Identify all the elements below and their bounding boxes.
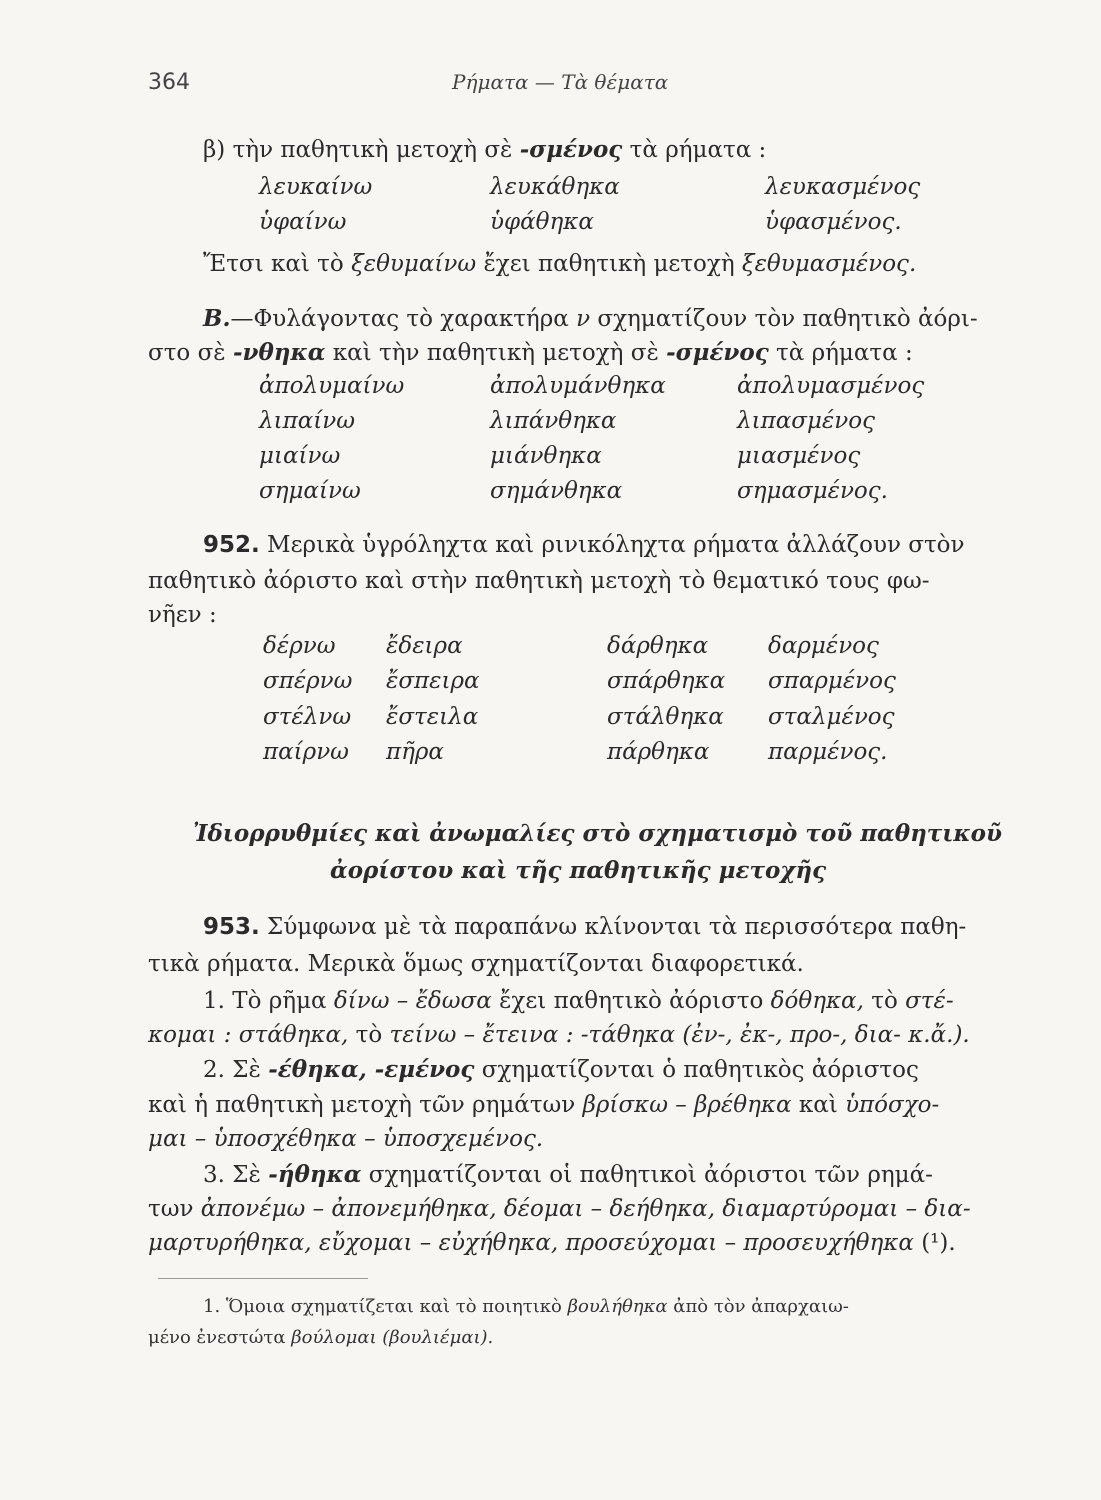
table-cell: λιπάνθηκα [490, 408, 617, 434]
table-cell: σταλμένος [768, 704, 895, 730]
table-cell: λευκάθηκα [490, 174, 620, 200]
item-2-line-2: καὶ ἡ παθητικὴ μετοχὴ τῶν ρημάτων βρίσκω – βρέθηκα καὶ ὑπόσχο- [148, 1092, 940, 1118]
table-cell: λιπαίνω [259, 408, 355, 434]
item-3-line-3: μαρτυρήθηκα, εὔχομαι – εὐχήθηκα, προσεύχομαι – προσευχήθηκα (¹). [148, 1230, 956, 1256]
table-cell: παίρνω [263, 739, 349, 765]
section-952-line-2: παθητικὸ ἀόριστο καὶ στὴν παθητικὴ μετοχὴ τὸ θεματικό τους φω- [148, 568, 930, 594]
table-cell: σπαρμένος [768, 668, 896, 694]
section-952-line-1: 952. Μερικὰ ὑγρόληχτα καὶ ρινικόληχτα ρήματα ἀλλάζουν στὸν [203, 532, 965, 558]
footnote-line-1: 1. Ὅμοια σχηματίζεται καὶ τὸ ποιητικὸ βουλήθηκα ἀπὸ τὸν ἀπαρχαιω- [203, 1296, 849, 1317]
item-3-line-1: 3. Σὲ -ήθηκα σχηματίζονται οἱ παθητικοὶ ἀόριστοι τῶν ρημά- [203, 1161, 933, 1188]
table-cell: παρμένος. [768, 739, 888, 765]
table-cell: σημαίνω [259, 478, 361, 504]
table-cell: ἀπολυμαίνω [259, 373, 405, 399]
table-cell: δαρμένος [768, 633, 879, 659]
item-2-line-1: 2. Σὲ -έθηκα, -εμένος σχηματίζονται ὁ παθητικὸς ἀόριστος [203, 1056, 919, 1083]
section-heading-line-2: ἀορίστου καὶ τῆς παθητικῆς μετοχῆς [330, 857, 827, 884]
item-1-line-1: 1. Τὸ ρῆμα δίνω – ἔδωσα ἔχει παθητικὸ ἀόριστο δόθηκα, τὸ στέ- [203, 988, 954, 1014]
footnote-divider [158, 1278, 368, 1279]
table-cell: σημάνθηκα [490, 478, 623, 504]
item-1-line-2: κομαι : στάθηκα, τὸ τείνω – ἔτεινα : -τάθηκα (ἐν-, ἐκ-, προ-, δια- κ.ἄ.). [148, 1022, 970, 1048]
table-cell: σπέρνω [263, 668, 353, 694]
table-cell: λιπασμένος [737, 408, 875, 434]
item-2-line-3: μαι – ὑποσχέθηκα – ὑποσχεμένος. [148, 1126, 544, 1152]
table-cell: λευκαίνω [259, 174, 373, 200]
table-cell: ὑφασμένος. [765, 209, 902, 235]
B-line-2: στο σὲ -νθηκα καὶ τὴν παθητικὴ μετοχὴ σὲ -σμένος τὰ ρήματα : [148, 339, 913, 366]
beta-note: Ἔτσι καὶ τὸ ξεθυμαίνω ἔχει παθητικὴ μετοχὴ ξεθυμασμένος. [203, 251, 917, 277]
table-cell: ἔσπειρα [386, 668, 480, 694]
section-heading-line-1: Ἰδιορρυθμίες καὶ ἀνωμαλίες στὸ σχηματισμὸ τοῦ παθητικοῦ [193, 820, 1002, 847]
table-cell: λευκασμένος [765, 174, 921, 200]
table-cell: ἀπολυμάνθηκα [490, 373, 666, 399]
table-cell: δέρνω [263, 633, 336, 659]
page-number: 364 [148, 70, 190, 95]
table-cell: μιαίνω [259, 443, 341, 469]
section-952-line-3: νῆεν : [148, 602, 217, 628]
footnote-line-2: μένο ἐνεστώτα βούλομαι (βουλιέμαι). [148, 1327, 494, 1348]
table-cell: δάρθηκα [607, 633, 709, 659]
section-953-line-2: τικὰ ρήματα. Μερικὰ ὅμως σχηματίζονται διαφορετικά. [148, 951, 804, 977]
table-cell: πάρθηκα [607, 739, 710, 765]
table-cell: σημασμένος. [737, 478, 888, 504]
section-953-line-1: 953. Σύμφωνα μὲ τὰ παραπάνω κλίνονται τὰ περισσότερα παθη- [203, 914, 967, 940]
table-cell: στάλθηκα [607, 704, 724, 730]
B-line-1: Β.—Φυλάγοντας τὸ χαρακτήρα ν σχηματίζουν τὸν παθητικὸ ἀόρι- [203, 305, 978, 332]
table-cell: σπάρθηκα [607, 668, 726, 694]
table-cell: ἀπολυμασμένος [737, 373, 925, 399]
table-cell: στέλνω [263, 704, 352, 730]
table-cell: ἔστειλα [386, 704, 479, 730]
table-cell: μιάνθηκα [490, 443, 602, 469]
beta-intro: β) τὴν παθητικὴ μετοχὴ σὲ -σμένος τὰ ρήματα : [203, 136, 767, 163]
table-cell: ὑφάθηκα [490, 209, 594, 235]
table-cell: ἔδειρα [386, 633, 463, 659]
running-title: Ρήματα — Τὰ θέματα [452, 70, 669, 94]
table-cell: ὑφαίνω [259, 209, 347, 235]
table-cell: πῆρα [386, 739, 444, 765]
item-3-line-2: των ἀπονέμω – ἀπονεμήθηκα, δέομαι – δεήθηκα, διαμαρτύρομαι – δια- [148, 1196, 971, 1222]
table-cell: μιασμένος [737, 443, 861, 469]
